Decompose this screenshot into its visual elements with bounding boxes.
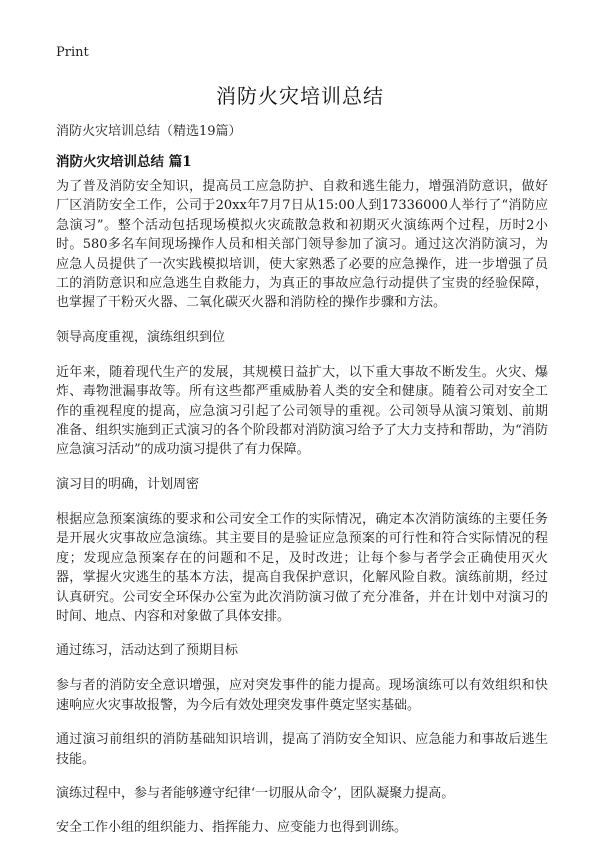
paragraph-result-training: 通过演习前组织的消防基础知识培训，提高了消防安全知识、应急能力和事故后逃生技能。 <box>56 732 548 767</box>
print-link[interactable]: Print <box>56 45 89 60</box>
paragraph-leadership: 近年来，随着现代生产的发展，其规模日益扩大，以下重大事故不断发生。火灾、爆炸、毒物泄漏事故等。所有这些都严重威胁着人类的安全和健康。随着公司对安全工作的重视程度的提高，应急演习引起了公司领导的重视。公司领导从演习策划、前期准备、组织实施到正式演习的各个阶段都对消防演习给予了大力支持和帮助，为“消防应急演习活动”的成功演习提供了有力保障。 <box>56 364 548 458</box>
subheading-results: 通过练习，活动达到了预期目标 <box>56 643 239 659</box>
article-body <box>56 177 548 853</box>
paragraph-objectives: 根据应急预案演练的要求和公司安全工作的实际情况，确定本次消防演练的主要任务是开展火灾事故应急演练。其主要目的是验证应急预案的可行性和符合实际情况的程度；发现应急预案存在的问题和不足，及时改进；让每个参与者学会正确使用灭火器，掌握火灾逃生的基本方法，提高自我保护意识，化解风险自救。演练前期，经过认真研究。公司安全环保办公室为此次消防演习做了充分准备，并在计划中对演习的时间、地点、内容和对象做了具体安排。 <box>56 511 548 624</box>
paragraph-intro: 为了普及消防安全知识，提高员工应急防护、自救和逃生能力，增强消防意识，做好厂区消防安全工作，公司于20xx年7月7日从15:00人到17336000人举行了“消防应急演习”。整个活动包括现场模拟火灾疏散急救和初期灭火演练两个过程，历时2小时。580多名车间现场操作人员和相关部门领导参加了演习。通过这次消防演习，为应急人员提供了一次实践模拟培训，使大家熟悉了必要的应急操作，进一步增强了员工的消防意识和应急逃生自救能力，为真正的事故应急行动提供了宝贵的经验保障，也掌握了干粉灭火器、二氧化碳灭火器和消防栓的操作步骤和方法。 <box>56 179 548 311</box>
subheading-leadership: 领导高度重视，演练组织到位 <box>56 329 226 345</box>
subheading-objectives: 演习目的明确，计划周密 <box>56 476 200 492</box>
paragraph-result-discipline: 演练过程中，参与者能够遵守纪律‘一切服从命令’，团队凝聚力提高。 <box>56 785 455 801</box>
section-heading: 消防火灾培训总结 篇1 <box>56 154 192 170</box>
paragraph-result-team: 安全工作小组的组织能力、指挥能力、应变能力也得到训练。 <box>56 820 408 836</box>
document-subtitle: 消防火灾培训总结（精选19篇） <box>56 124 242 139</box>
page-title: 消防火灾培训总结 <box>216 84 384 108</box>
paragraph-result-awareness: 参与者的消防安全意识增强，应对突发事件的能力提高。现场演练可以有效组织和快速响应火灾事故报警，为今后有效处理突发事件奠定坚实基础。 <box>56 678 548 713</box>
